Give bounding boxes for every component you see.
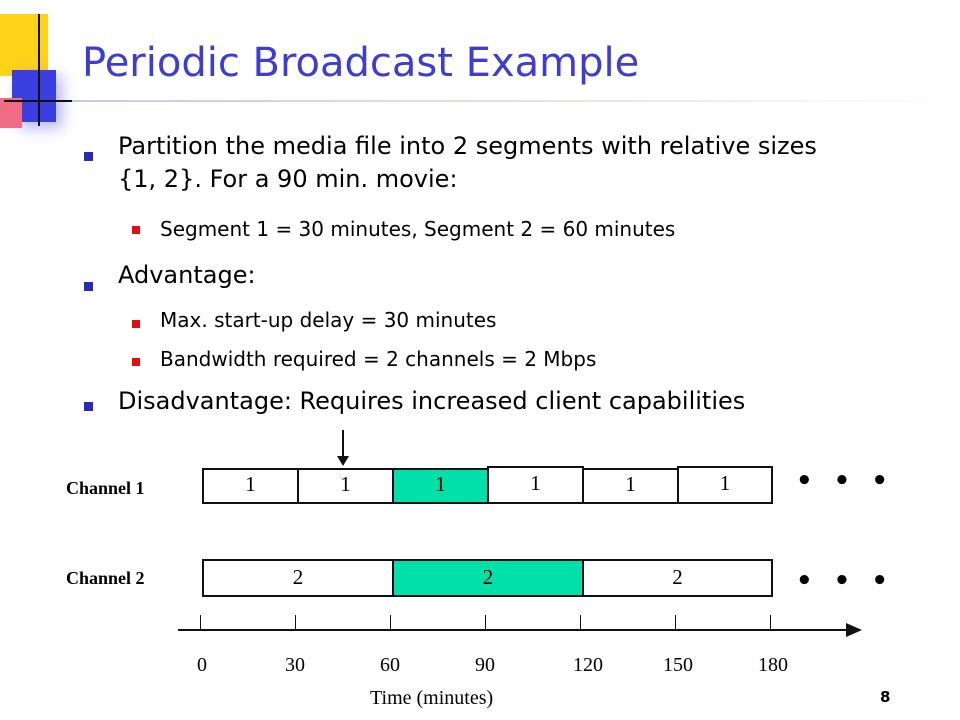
axis-tick-label: 150 — [663, 654, 693, 676]
axis-tick — [390, 615, 391, 629]
axis-title: Time (minutes) — [370, 687, 494, 709]
segment-label: 1 — [530, 471, 541, 495]
sub-bullet-bandwidth: Bandwidth required = 2 channels = 2 Mbps — [160, 347, 597, 371]
sub-bullet-startup-delay: Max. start-up delay = 30 minutes — [160, 308, 497, 332]
logo-vertical-line — [38, 14, 40, 126]
channel-1-segment — [677, 466, 773, 504]
page-number: 8 — [880, 688, 891, 706]
axis-tick-label: 180 — [758, 654, 788, 676]
axis-tick-label: 120 — [573, 654, 603, 676]
sub-bullet-marker — [132, 226, 140, 234]
segment-label: 1 — [625, 472, 636, 496]
channel-1-segment — [202, 468, 299, 504]
segment-label: 1 — [245, 472, 256, 496]
bullet-advantage: Advantage: — [118, 261, 256, 289]
axis-tick — [770, 615, 771, 629]
channel-2-segment — [202, 559, 394, 597]
bullet-partition: Partition the media file into 2 segments with relative sizes {1, 2}. For a 90 min. movie: — [118, 132, 817, 193]
segment-label: 2 — [672, 565, 683, 589]
bullet-marker — [84, 402, 93, 411]
logo-horizontal-line — [4, 100, 74, 102]
axis-tick-label: 30 — [285, 654, 305, 676]
channel-2-segment-highlighted — [392, 559, 584, 597]
segment-label: 1 — [340, 472, 351, 496]
channel-2-ellipsis: • • • — [796, 566, 894, 596]
axis-tick-label: 60 — [380, 654, 400, 676]
axis-tick — [200, 615, 201, 629]
axis-tick — [295, 615, 296, 629]
axis-tick — [485, 615, 486, 629]
channel-1-segment — [582, 468, 679, 504]
axis-tick-label: 0 — [197, 654, 207, 676]
channel-1-label: Channel 1 — [66, 478, 145, 498]
bullet-marker — [84, 152, 93, 161]
title-underline — [72, 100, 960, 102]
sub-bullet-segments: Segment 1 = 30 minutes, Segment 2 = 60 minutes — [160, 217, 676, 241]
time-axis-line — [178, 629, 848, 631]
axis-tick-label: 90 — [475, 654, 495, 676]
segment-label: 2 — [482, 565, 494, 589]
channel-1-segment-highlighted — [392, 468, 489, 504]
sub-bullet-marker — [132, 358, 140, 366]
axis-tick — [580, 615, 581, 629]
channel-2-label: Channel 2 — [66, 568, 145, 588]
pointer-arrow-head — [337, 456, 349, 466]
axis-tick — [675, 615, 676, 629]
segment-label: 1 — [435, 472, 446, 496]
segment-label: 1 — [719, 471, 731, 495]
bullet-marker — [84, 282, 93, 291]
bullet-disadvantage: Disadvantage: Requires increased client capabilities — [118, 387, 746, 415]
channel-2-segment — [582, 559, 773, 597]
logo-red-square — [0, 98, 22, 128]
time-axis-arrowhead — [846, 623, 862, 637]
slide-title: Periodic Broadcast Example — [82, 40, 640, 86]
channel-1-ellipsis: • • • — [796, 466, 894, 496]
channel-1-segment — [297, 468, 394, 504]
logo-yellow-square — [0, 14, 48, 76]
sub-bullet-marker — [132, 320, 140, 328]
segment-label: 2 — [292, 565, 304, 589]
channel-1-segment — [487, 466, 584, 504]
